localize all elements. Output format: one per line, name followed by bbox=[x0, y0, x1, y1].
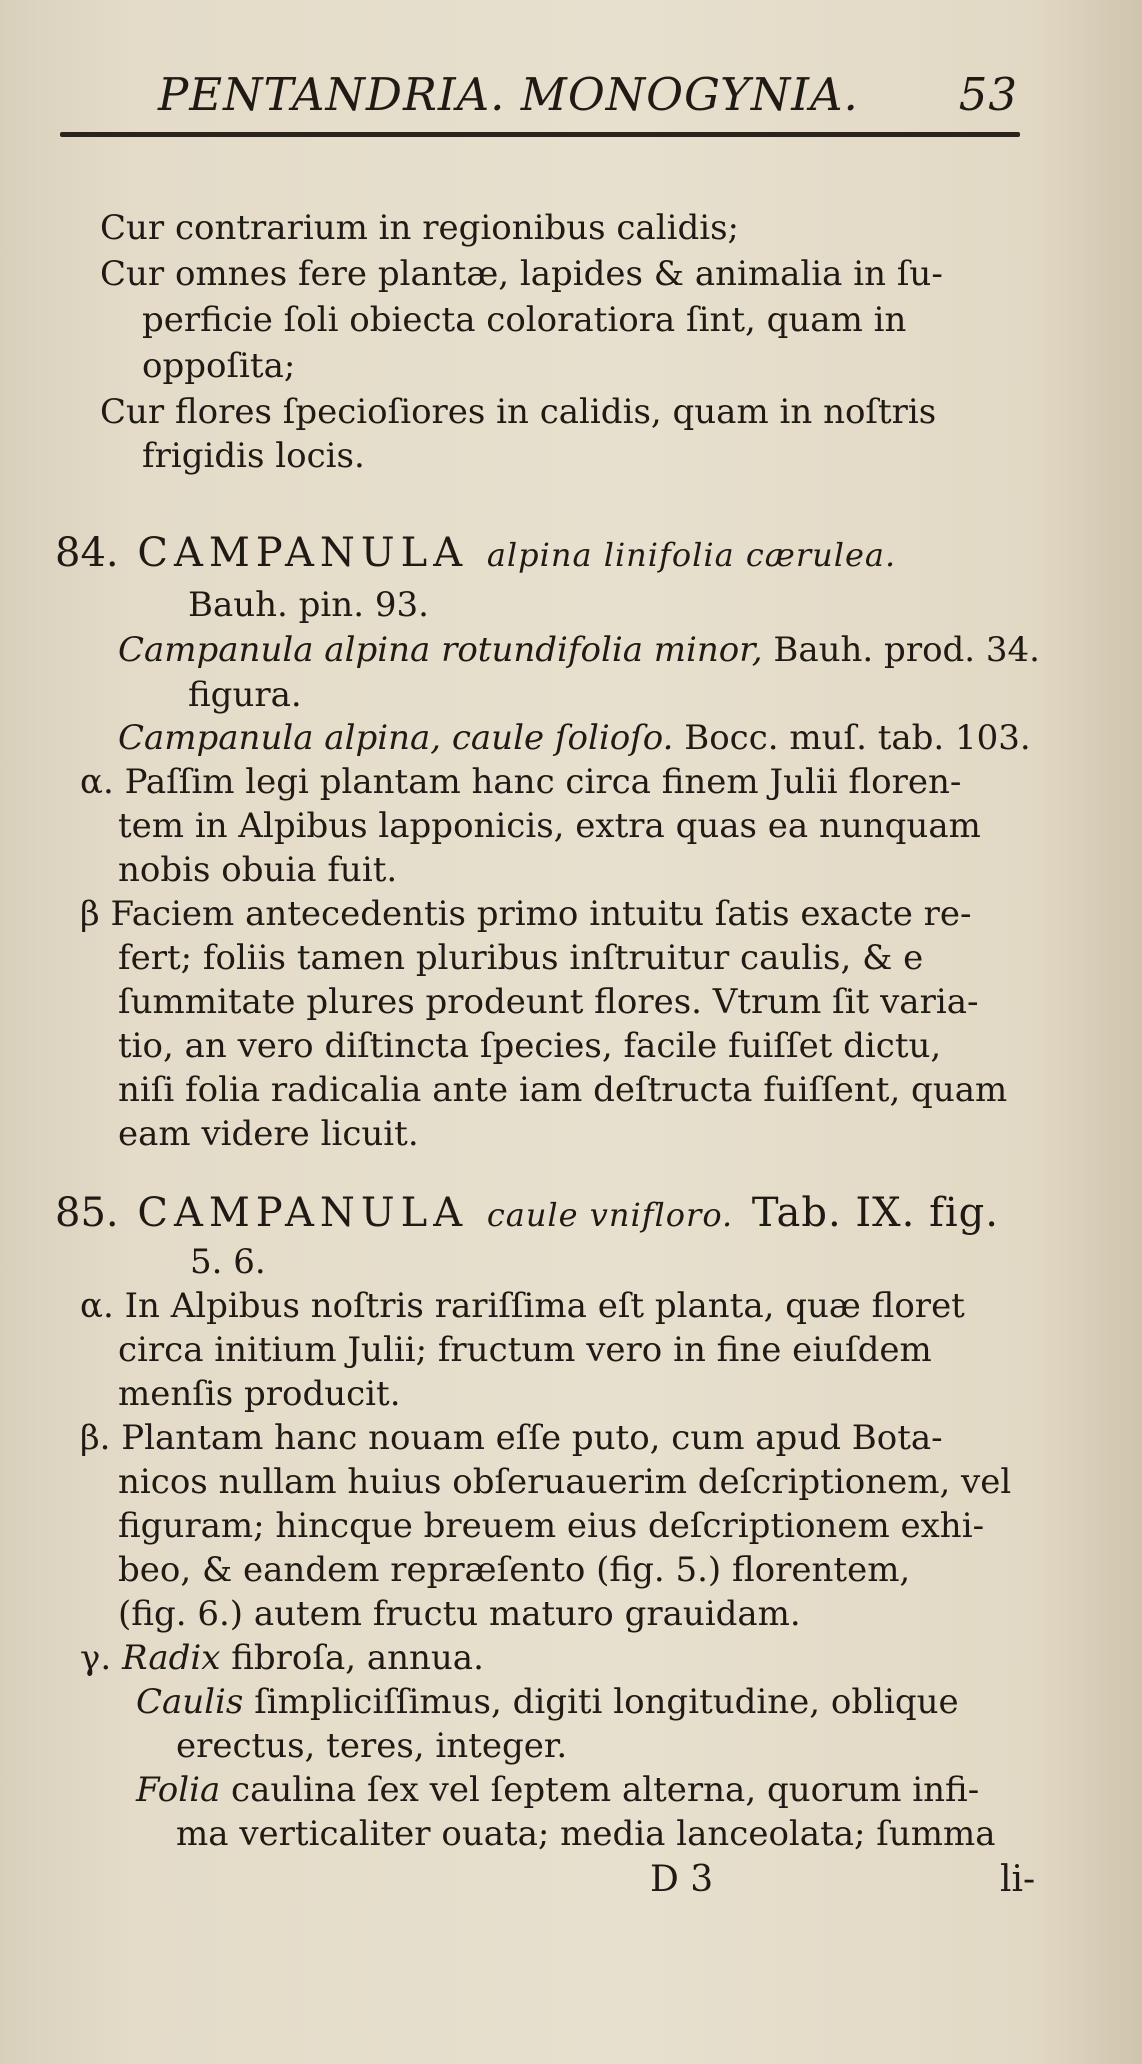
description-term: Radix bbox=[121, 1638, 221, 1678]
entry-84-epithet: alpina linifolia cærulea. bbox=[486, 536, 897, 574]
entry-85-number: 85. bbox=[55, 1190, 119, 1236]
text-line: tem in Alpibus lapponicis, extra quas ea nunquam bbox=[118, 806, 981, 846]
entry-84-name: CAMPANULA bbox=[137, 530, 469, 576]
entry-84-number: 84. bbox=[55, 530, 119, 576]
text-line: tio, an vero diſtincta ſpecies, facile fuiſſet dictu, bbox=[118, 1026, 942, 1066]
text-line: figuram; hincque breuem eius deſcriptionem exhi- bbox=[118, 1506, 985, 1546]
description-marker: γ. bbox=[80, 1638, 122, 1678]
text-line: ſummitate plures prodeunt flores. Vtrum ſit varia- bbox=[118, 982, 979, 1022]
page-number: 53 bbox=[958, 68, 1018, 121]
text-line: β. Plantam hanc nouam eſſe puto, cum apud Bota- bbox=[80, 1418, 943, 1458]
text-line: eam videre licuit. bbox=[118, 1114, 419, 1154]
description-term: Caulis bbox=[136, 1682, 244, 1722]
text-line: nobis obuia fuit. bbox=[118, 850, 398, 890]
description-line bbox=[80, 1638, 484, 1678]
text-line: Cur omnes fere plantæ, lapides & animalia in ſu- bbox=[100, 254, 943, 294]
text-line: Cur flores ſpecioſiores in calidis, quam in noſtris bbox=[100, 392, 937, 432]
text-line: figura. bbox=[188, 675, 302, 715]
text-line: perficie ſoli obiecta coloratiora ſint, quam in bbox=[142, 300, 907, 340]
text-line: frigidis locis. bbox=[142, 436, 365, 476]
text-line: β Faciem antecedentis primo intuitu ſatis exacte re- bbox=[80, 894, 972, 934]
synonym-line bbox=[118, 718, 1031, 758]
entry-85-name: CAMPANULA bbox=[137, 1190, 469, 1236]
text-line: Cur contrarium in regionibus calidis; bbox=[100, 208, 739, 248]
running-title: PENTANDRIA. MONOGYNIA. bbox=[158, 68, 859, 121]
synonym-ref: Bocc. muſ. tab. 103. bbox=[673, 718, 1031, 758]
text-line: α. Paſſim legi plantam hanc circa finem Julii floren- bbox=[80, 762, 962, 802]
description-text: caulina ſex vel ſeptem alterna, quorum infi- bbox=[220, 1770, 980, 1810]
text-line: α. In Alpibus noſtris rariſſima eſt planta, quæ floret bbox=[80, 1286, 965, 1326]
entry-85-heading bbox=[55, 1190, 999, 1238]
text-line: Bauh. pin. 93. bbox=[188, 585, 429, 625]
text-line: menſis producit. bbox=[118, 1374, 401, 1414]
description-line bbox=[136, 1682, 959, 1722]
header-rule bbox=[60, 132, 1020, 137]
text-line: 5. 6. bbox=[190, 1242, 266, 1282]
synonym-italic: Campanula alpina rotundifolia minor, bbox=[118, 630, 763, 670]
text-line: erectus, teres, integer. bbox=[176, 1726, 568, 1766]
text-line: fert; foliis tamen pluribus inſtruitur caulis, & e bbox=[118, 938, 924, 978]
synonym-ref: Bauh. prod. 34. bbox=[762, 630, 1040, 670]
text-line: nicos nullam huius obſeruauerim deſcriptionem, vel bbox=[118, 1462, 1012, 1502]
text-line: ma verticaliter ouata; media lanceolata; ſumma bbox=[176, 1814, 996, 1854]
text-line: (fig. 6.) autem fructu maturo grauidam. bbox=[118, 1594, 801, 1634]
text-line: circa initium Julii; fructum vero in fine eiuſdem bbox=[118, 1330, 932, 1370]
description-term: Folia bbox=[136, 1770, 221, 1810]
synonym-line bbox=[118, 630, 1040, 670]
synonym-italic: Campanula alpina, caule ſolioſo. bbox=[118, 718, 674, 758]
entry-85-plate-ref: Tab. IX. fig. bbox=[751, 1190, 1000, 1236]
entry-85-epithet: caule vnifloro. bbox=[486, 1196, 734, 1234]
text-line: niſi folia radicalia ante iam deſtructa fuiſſent, quam bbox=[118, 1070, 1008, 1110]
description-line bbox=[136, 1770, 979, 1810]
catchword: li- bbox=[1000, 1859, 1036, 1900]
description-text: fibroſa, annua. bbox=[220, 1638, 484, 1678]
running-header bbox=[158, 68, 1018, 138]
text-line: oppoſita; bbox=[142, 346, 296, 386]
signature-mark: D 3 bbox=[650, 1859, 714, 1900]
description-text: ſimpliciſſimus, digiti longitudine, oblique bbox=[243, 1682, 959, 1722]
text-line: beo, & eandem repræſento (fig. 5.) florentem, bbox=[118, 1550, 911, 1590]
entry-84-heading bbox=[55, 530, 896, 578]
